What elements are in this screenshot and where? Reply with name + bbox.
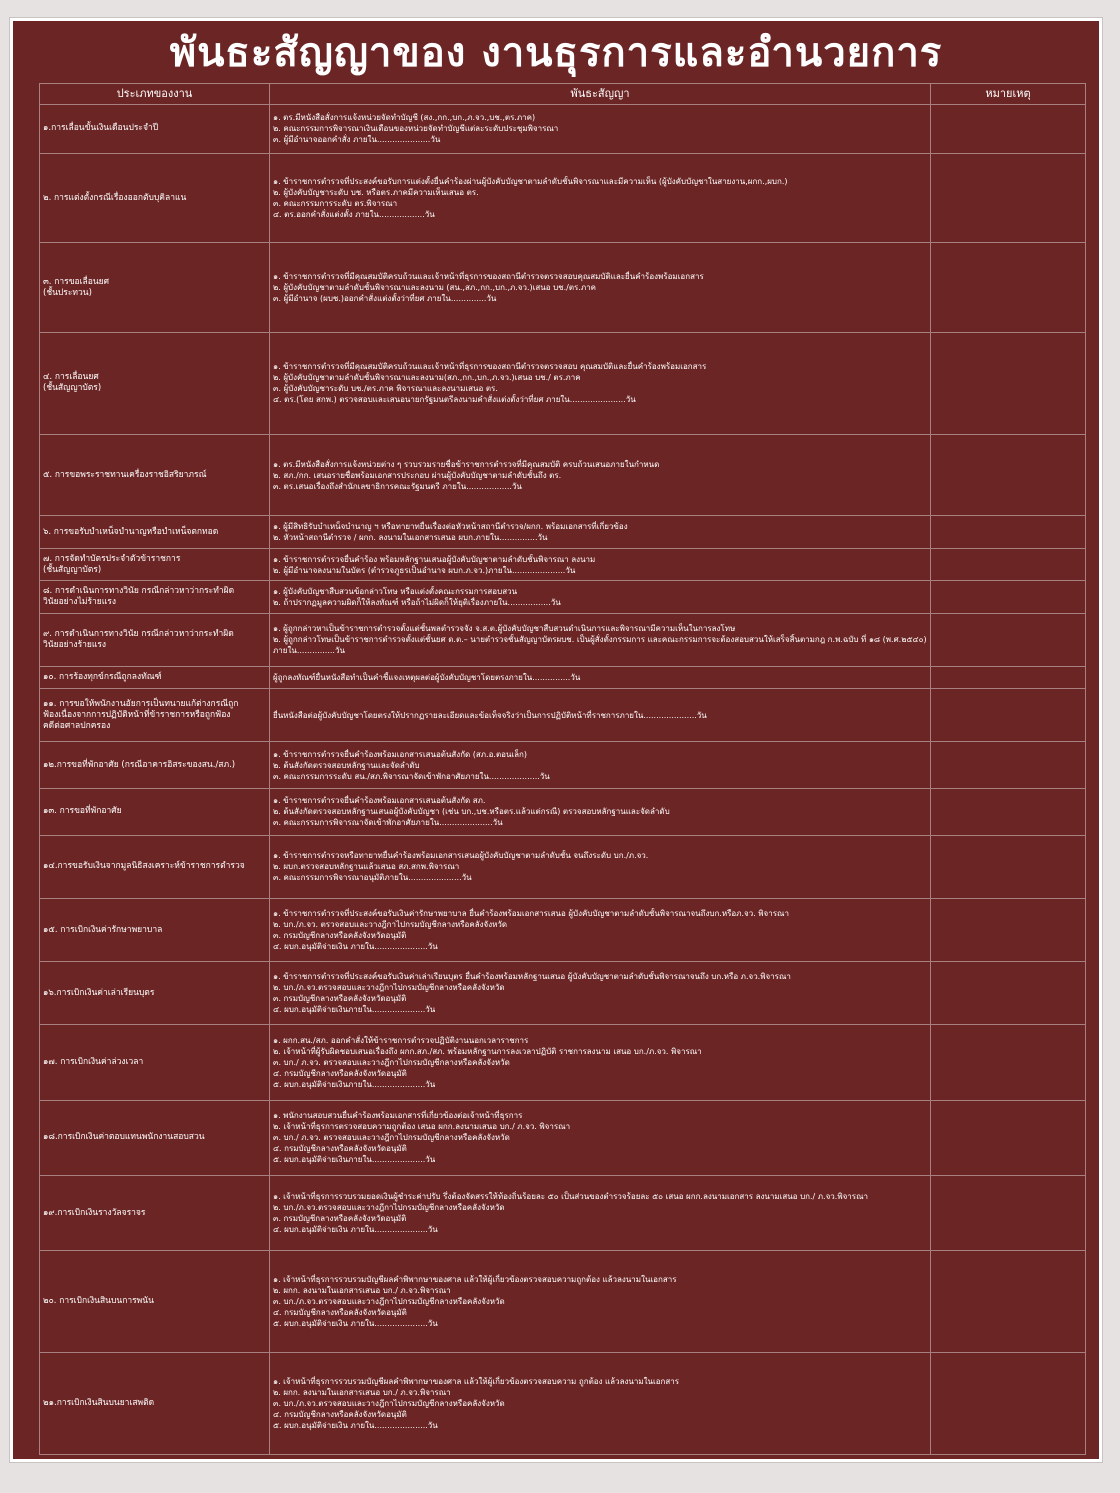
commitment-step: ๑. พนักงานสอบสวนยื่นคำร้องพร้อมเอกสารที่เกี่ยวข้องต่อเจ้าหน้าที่ธุรการ xyxy=(273,1111,523,1121)
commitment-step: ๒. ต้นสังกัดตรวจสอบหลักฐานและจัดลำดับ xyxy=(273,760,420,770)
task-type-text: ๑๙.การเบิกเงินรางวัลจราจร xyxy=(43,1207,146,1218)
commitment-step: ๒. คณะกรรมการพิจารณาเงินเดือนของหน่วยจัดทำบัญชีแต่ละระดับประชุมพิจารณา xyxy=(273,124,559,134)
note-cell xyxy=(931,789,1086,836)
commitment-step: ๒. สภ./กก. เสนอรายชื่อพร้อมเอกสารประกอบ ผ่านผู้บังคับบัญชาตามลำดับชั้นถึง ตร. xyxy=(273,470,562,480)
task-type-text: ๑๘.การเบิกเงินค่าตอบแทนพนักงานสอบสวน xyxy=(43,1132,205,1143)
commitment-cell xyxy=(270,548,931,581)
commitment-step: ผู้ถูกลงทัณฑ์ยื่นหนังสือทำเป็นคำชี้แจงเหตุผลต่อผู้บังคับบัญชาโดยตรงภายใน...............วัน xyxy=(273,673,581,683)
task-type-text: ๗. การจัดทำบัตรประจำตัวข้าราชการ (ชั้นสัญญาบัตร) xyxy=(43,553,181,575)
note-cell xyxy=(931,1025,1086,1100)
commitment-step: ๔. ผบก.อนุมัติจ่ายเงินภายใน.....................วัน xyxy=(273,1005,436,1015)
commitment-cell xyxy=(270,581,931,614)
commitment-step: ๔. ตร.ออกคำสั่งแต่งตั้ง ภายใน..................วัน xyxy=(273,210,435,220)
task-type-text: ๑.การเลื่อนขั้นเงินเดือนประจำปี xyxy=(43,123,159,134)
commitment-cell xyxy=(270,899,931,962)
note-cell xyxy=(931,742,1086,789)
commitment-step: ๕. ผบก.อนุมัติจ่ายเงินภายใน.....................วัน xyxy=(273,1155,436,1165)
commitment-cell xyxy=(270,789,931,836)
commitment-cell xyxy=(270,1175,931,1250)
commitment-step: ยื่นหนังสือต่อผู้บังคับบัญชาโดยตรงให้ปรากฏรายละเอียดและข้อเท็จจริงว่าเป็นการปฏิบัติหน้าที่ราชการภายใน.....................วัน xyxy=(273,710,707,720)
commitment-cell xyxy=(270,962,931,1025)
note-cell xyxy=(931,243,1086,333)
commitment-step: ๕. ผบก.อนุมัติจ่ายเงินภายใน.....................วัน xyxy=(273,1079,436,1089)
note-cell xyxy=(931,899,1086,962)
task-type-cell xyxy=(40,1100,270,1175)
task-type-text: ๖. การขอรับบำเหน็จบำนาญหรือบำเหน็จตกทอด xyxy=(43,526,219,537)
commitment-step: ๑. เจ้าหน้าที่ธุรการรวบรวมบัญชีผลคำพิพากษาของศาล แล้วให้ผู้เกี่ยวข้องตรวจสอบความถูกต้อง แล้วลงนามในเอกสาร xyxy=(273,1275,677,1285)
commitment-cell xyxy=(270,689,931,742)
note-cell xyxy=(931,548,1086,581)
table-row xyxy=(40,333,1086,435)
commitment-step: ๒. บก./ภ.จว.ตรวจสอบและวางฎีกาไปกรมบัญชีกลางหรือคลังจังหวัด xyxy=(273,983,505,993)
task-type-text: ๙. การดำเนินการทางวินัย กรณีกล่าวหาว่ากระทำผิด วินัยอย่างร้ายแรง xyxy=(43,628,234,650)
commitment-cell xyxy=(270,105,931,154)
commitment-step: ๒. เจ้าหน้าที่ผู้รับผิดชอบเสนอเรื่องถึง ผกก.สภ./สภ. พร้อมหลักฐานการลงเวลาปฏิบัติ ราชการลงนาม เสนอ บก./ภ.จว. พิจารณา xyxy=(273,1046,702,1056)
commitment-cell xyxy=(270,742,931,789)
header-task-type: ประเภทของงาน xyxy=(40,84,270,105)
table-body xyxy=(40,105,1086,1455)
poster-frame xyxy=(10,18,1102,1462)
commitment-step: ๑. ข้าราชการตำรวจที่ประสงค์ขอรับเงินค่ารักษาพยาบาล ยื่นคำร้องพร้อมเอกสารเสนอ ผู้บังคับบัญชาตามลำดับชั้นพิจารณาจนถึงบก.หรือภ.จว. พิจารณา xyxy=(273,909,789,919)
commitment-step: ๑. เจ้าหน้าที่ธุรการรวบรวมบัญชีผลคำพิพากษาของศาล แล้วให้ผู้เกี่ยวข้องตรวจสอบความ ถูกต้อง แล้วลงนามในเอกสาร xyxy=(273,1377,680,1386)
task-type-cell xyxy=(40,333,270,435)
task-type-text: ๔. การเลื่อนยศ (ชั้นสัญญาบัตร) xyxy=(43,372,102,394)
commitment-cell xyxy=(270,613,931,666)
commitment-step: ๒. ผบก.ตรวจสอบหลักฐานแล้วเสนอ สภ.สกพ.พิจารณา xyxy=(273,862,460,872)
commitment-step: ๑. ข้าราชการตำรวจยื่นคำร้อง พร้อมหลักฐานเสนอผู้บังคับบัญชาตามลำดับชั้นพิจารณา ลงนาม xyxy=(273,554,596,564)
task-type-cell xyxy=(40,742,270,789)
commitment-step: ๓. คณะกรรมการพิจารณาจัดเข้าพักอาศัยภายใน.....................วัน xyxy=(273,818,503,828)
commitment-step: ๑. ข้าราชการตำรวจที่ประสงค์ขอรับการแต่งตั้งยื่นคำร้องผ่านผู้บังคับบัญชาตามลำดับชั้นพิจารณาและมีความเห็น (ผู้บังคับบัญชาในสายงาน,ผกก.,ผบก.) xyxy=(273,177,788,187)
task-type-text: ๑๖.การเบิกเงินค่าเล่าเรียนบุตร xyxy=(43,987,155,998)
commitment-step: ๓. ตร.เสนอเรื่องถึงสำนักเลขาธิการคณะรัฐมนตรี ภายใน..................วัน xyxy=(273,481,522,491)
commitment-step: ๓. กรมบัญชีกลางหรือคลังจังหวัดอนุมัติ xyxy=(273,931,407,941)
commitment-cell xyxy=(270,516,931,549)
table-row xyxy=(40,1175,1086,1250)
commitment-step: ๒. ถ้าปรากฏมูลความผิดก็ให้ลงทัณฑ์ หรือถ้าไม่ผิดก็ให้ยุติเรื่องภายใน.................วัน xyxy=(273,598,561,608)
note-cell xyxy=(931,333,1086,435)
commitment-step: ๔. ผบก.อนุมัติจ่ายเงิน ภายใน.....................วัน xyxy=(273,1225,438,1235)
commitment-step: ๑. ข้าราชการตำรวจยื่นคำร้องพร้อมเอกสารเสนอต้นสังกัด สภ. xyxy=(273,796,486,806)
commitment-cell xyxy=(270,1025,931,1100)
commitment-step: ๔. กรมบัญชีกลางหรือคลังจังหวัดอนุมัติ xyxy=(273,1068,407,1078)
table-row xyxy=(40,516,1086,549)
commitment-step: ๒. บก./ภ.จว. ตรวจสอบและวางฎีกาไปกรมบัญชีกลางหรือคลังจังหวัด xyxy=(273,920,508,930)
commitment-step: ๓. บก./ภ.จว.ตรวจสอบและวางฎีกาไปกรมบัญชีกลางหรือคลังจังหวัด xyxy=(273,1399,505,1408)
commitment-step: ๒. ผู้บังคับบัญชาตามลำดับชั้นพิจารณาและลงนาม (สน.,สภ.,กก.,บก.,ภ.จว.)เสนอ บช./ตร.ภาค xyxy=(273,283,596,293)
task-type-text: ๑๑. การขอให้พนักงานอัยการเป็นทนายแก้ต่างกรณีถูก ฟ้องเนื่องจากการปฏิบัติหน้าที่ข้าราชการหรือถูกฟ้อง คดีต่อศาลปกครอง xyxy=(43,698,239,731)
commitment-step: ๓. ผู้บังคับบัญชาระดับ บช./ตร.ภาค พิจารณาและลงนามเสนอ ตร. xyxy=(273,384,498,394)
task-type-text: ๑๒.การขอที่พักอาศัย (กรณีอาคารอิสระของสน./สภ.) xyxy=(43,759,236,770)
task-type-text: ๑๕. การเบิกเงินค่ารักษาพยาบาล xyxy=(43,924,163,935)
table-row xyxy=(40,1251,1086,1353)
table-row xyxy=(40,1025,1086,1100)
commitment-step: ๑. ผู้บังคับบัญชาสืบสวนข้อกล่าวโทษ หรือแต่งตั้งคณะกรรมการสอบสวน xyxy=(273,587,518,597)
commitment-cell xyxy=(270,1100,931,1175)
table-row xyxy=(40,962,1086,1025)
task-type-text: ๒๑.การเบิกเงินสินบนยาเสพติด xyxy=(43,1398,155,1408)
task-type-cell xyxy=(40,689,270,742)
table-row xyxy=(40,434,1086,515)
note-cell xyxy=(931,835,1086,898)
table-row xyxy=(40,105,1086,154)
table-row xyxy=(40,689,1086,742)
task-type-text: ๒. การแต่งตั้งกรณีเรื่องออกตับบุคิลาแน xyxy=(43,192,187,203)
commitment-step: ๔. กรมบัญชีกลางหรือคลังจังหวัดอนุมัติ xyxy=(273,1308,407,1318)
commitment-step: ๓. คณะกรรมการระดับ ตร.พิจารณา xyxy=(273,199,398,209)
commitment-cell xyxy=(270,1251,931,1353)
commitment-step: ๓. บก./ภ.จว.ตรวจสอบและวางฎีกาไปกรมบัญชีกลางหรือคลังจังหวัด xyxy=(273,1297,505,1307)
commitment-step: ๒. ผู้บังคับบัญชาตามลำดับชั้นพิจารณาและลงนาม(สภ.,กก.,บก.,ภ.จว.)เสนอ บช./ ตร.ภาค xyxy=(273,373,581,383)
note-cell xyxy=(931,689,1086,742)
commitment-cell xyxy=(270,666,931,688)
task-type-cell xyxy=(40,1175,270,1250)
commitment-step: ๕. ผบก.อนุมัติจ่ายเงิน ภายใน.....................วัน xyxy=(273,1319,438,1329)
commitment-step: ๒. ผู้มีอำนาจลงนามในบัตร (ตำรวจภูธรเป็นอำนาจ ผบก.ภ.จว.)ภายใน.....................วัน xyxy=(273,565,576,575)
commitment-step: ๓. ผู้มีอำนาจ (ผบช.)ออกคำสั่งแต่งตั้งว่าที่ยศ ภายใน..............วัน xyxy=(273,294,497,304)
commitment-step: ๔. กรมบัญชีกลางหรือคลังจังหวัดอนุมัติ xyxy=(273,1410,407,1419)
table-row xyxy=(40,153,1086,243)
task-type-text: ๘. การดำเนินการทางวินัย กรณีกล่าวหาว่ากระทำผิด วินัยอย่างไม่ร้ายแรง xyxy=(43,586,235,608)
commitment-step: ๔. ผบก.อนุมัติจ่ายเงิน ภายใน.....................วัน xyxy=(273,942,438,952)
note-cell xyxy=(931,1100,1086,1175)
commitment-step: ๑. ผกก.สน./สภ. ออกคำสั่งให้ข้าราชการตำรวจปฏิบัติงานนอกเวลาราชการ xyxy=(273,1035,529,1045)
note-cell xyxy=(931,434,1086,515)
note-cell xyxy=(931,962,1086,1025)
task-type-text: ๒๐. การเบิกเงินสินบนการพนัน xyxy=(43,1296,154,1307)
table-row xyxy=(40,1100,1086,1175)
task-type-cell xyxy=(40,434,270,515)
table-row xyxy=(40,666,1086,688)
table-row xyxy=(40,742,1086,789)
commitment-step: ๓. กรมบัญชีกลางหรือคลังจังหวัดอนุมัติ xyxy=(273,1214,407,1224)
table-row xyxy=(40,1353,1086,1455)
table-row xyxy=(40,243,1086,333)
note-cell xyxy=(931,581,1086,614)
commitment-step: ๒. ผู้บังคับบัญชาระดับ บช. หรือตร.ภาคมีความเห็นเสนอ ตร. xyxy=(273,188,479,198)
commitment-step: ๔. ตร.(โดย สกพ.) ตรวจสอบและเสนอนายกรัฐมนตรีลงนามคำสั่งแต่งตั้งว่าที่ยศ ภายใน......................วัน xyxy=(273,395,636,405)
task-type-text: ๓. การขอเลื่อนยศ (ชั้นประทวน) xyxy=(43,276,110,298)
commitment-cell xyxy=(270,835,931,898)
commitment-step: ๓. กรมบัญชีกลางหรือคลังจังหวัดอนุมัติ xyxy=(273,994,407,1004)
commitment-step: ๑. ข้าราชการตำรวจยื่นคำร้องพร้อมเอกสารเสนอต้นสังกัด (สภ.อ.ตอนเล็ก) xyxy=(273,749,528,759)
commitment-cell xyxy=(270,1353,931,1455)
table-row xyxy=(40,581,1086,614)
task-type-text: ๑๐. การร้องทุกข์กรณีถูกลงทัณฑ์ xyxy=(43,672,162,683)
task-type-cell xyxy=(40,1251,270,1353)
table-row xyxy=(40,789,1086,836)
header-note: หมายเหตุ xyxy=(931,84,1086,105)
table-row xyxy=(40,548,1086,581)
commitment-step: ๓. บก./ ภ.จว. ตรวจสอบและวางฎีกาไปกรมบัญชีกลางหรือคลังจังหวัด xyxy=(273,1057,510,1067)
commitment-step: ๒. ผกก. ลงนามในเอกสารเสนอ บก./ ภ.จว.พิจารณา xyxy=(273,1388,451,1397)
note-cell xyxy=(931,153,1086,243)
commitment-step: ๑. ข้าราชการตำรวจหรือทายาทยื่นคำร้องพร้อมเอกสารเสนอผู้บังคับบัญชาตามลำดับชั้น จนถึงระดับ บก./ภ.จว. xyxy=(273,851,649,861)
commitment-cell xyxy=(270,153,931,243)
commitment-table xyxy=(39,83,1086,1455)
commitment-step: ๑. ตร.มีหนังสือสั่งการแจ้งหน่วยต่าง ๆ รวบรวมรายชื่อข้าราชการตำรวจที่มีคุณสมบัติ ครบถ้วนเสนอภายในกำหนด xyxy=(273,459,660,469)
commitment-step: ๓. คณะกรรมการระดับ สน./สภ.พิจารณาจัดเข้าพักอาศัยภายใน....................วัน xyxy=(273,771,550,781)
task-type-cell xyxy=(40,581,270,614)
commitment-step: ๑. ผู้ถูกกล่าวหาเป็นข้าราชการตำรวจตั้งแต่ชั้นพลตำรวจจัง จ.ส.ต.ผู้บังคับบัญชาสืบสวนดำเนินการและพิจารณามีความเห็นในการลงโทษ xyxy=(273,624,736,634)
task-type-cell xyxy=(40,548,270,581)
commitment-cell xyxy=(270,434,931,515)
task-type-cell xyxy=(40,153,270,243)
commitment-step: ๑. เจ้าหน้าที่ธุรการรวบรวมยอดเงินผู้ชำระค่าปรับ รึ่งต้องจัดสรรให้ท้องถิ่นร้อยละ ๕๐ เป็นส่วนของตำรวจร้อยละ ๕๐ เสนอ ผกก.ลงนามเอกสาร ลงนามเสนอ บก./ ภ.จว.พิจารณา xyxy=(273,1192,868,1202)
table-row xyxy=(40,899,1086,962)
table-row xyxy=(40,835,1086,898)
header-commitment: พันธะสัญญา xyxy=(270,84,931,105)
task-type-text: ๑๔.การขอรับเงินจากมูลนิธิสงเคราะห์ข้าราชการตำรวจ xyxy=(43,861,245,872)
commitment-step: ๕. ผบก.อนุมัติจ่ายเงิน ภายใน.....................วัน xyxy=(273,1421,438,1430)
task-type-text: ๕. การขอพระราชทานเครื่องราชอิสริยาภรณ์ xyxy=(43,469,207,480)
commitment-step: ๒. บก./ภ.จว.ตรวจสอบและวางฎีกาไปกรมบัญชีกลางหรือคลังจังหวัด xyxy=(273,1203,505,1213)
commitment-step: ๓. บก./ ภ.จว. ตรวจสอบและวางฎีกาไปกรมบัญชีกลางหรือคลังจังหวัด xyxy=(273,1133,510,1143)
task-type-text: ๑๓. การขอที่พักอาศัย xyxy=(43,806,122,817)
task-type-cell xyxy=(40,666,270,688)
task-type-cell xyxy=(40,789,270,836)
task-type-cell xyxy=(40,1353,270,1455)
note-cell xyxy=(931,1175,1086,1250)
commitment-step: ๒. ต้นสังกัดตรวจสอบหลักฐานเสนอผู้บังคับบัญชา (เช่น บก.,บช.หรือตร.แล้วแต่กรณี) ตรวจสอบหลักฐานและจัดลำดับ xyxy=(273,807,670,817)
commitment-step: ๑. ข้าราชการตำรวจที่ประสงค์ขอรับเงินค่าเล่าเรียนบุตร ยื่นคำร้องพร้อมหลักฐานเสนอ ผู้บังคับบัญชาตามลำดับชั้นพิจารณาจนถึง บก.หรือ ภ.จว.พิจารณา xyxy=(273,972,791,982)
commitment-step: ๒. ผกก. ลงนามในเอกสารเสนอ บก./ ภ.จว.พิจารณา xyxy=(273,1286,451,1296)
poster-title: พันธะสัญญาของ งานธุรการและอำนวยการ xyxy=(169,30,943,76)
commitment-step: ๒. หัวหน้าสถานีตำรวจ / ผกก. ลงนามในเอกสารเสนอ ผบก.ภายใน...............วัน xyxy=(273,533,548,543)
task-type-cell xyxy=(40,835,270,898)
commitment-step: ๑. ข้าราชการตำรวจที่มีคุณสมบัติครบถ้วนและเจ้าหน้าที่ธุรการของสถานีตำรวจตรวจสอบ คุณสมบัติและยื่นคำร้องพร้อมเอกสาร xyxy=(273,362,707,372)
task-type-text: ๑๗. การเบิกเงินค่าล่วงเวลา xyxy=(43,1056,144,1067)
note-cell xyxy=(931,105,1086,154)
commitment-step: ๒. เจ้าหน้าที่ธุรการตรวจสอบความถูกต้อง เสนอ ผกก.ลงนามเสนอ บก./ ภ.จว. พิจารณา xyxy=(273,1122,571,1132)
task-type-cell xyxy=(40,516,270,549)
commitment-step: ๑. ข้าราชการตำรวจที่มีคุณสมบัติครบถ้วนและเจ้าหน้าที่ธุรการของสถานีตำรวจตรวจสอบคุณสมบัติและยื่นคำร้องพร้อมเอกสาร xyxy=(273,272,704,282)
note-cell xyxy=(931,516,1086,549)
task-type-cell xyxy=(40,613,270,666)
commitment-step: ๓. ผู้มีอำนาจออกคำสั่ง ภายใน.....................วัน xyxy=(273,135,441,145)
task-type-cell xyxy=(40,243,270,333)
note-cell xyxy=(931,613,1086,666)
table-row xyxy=(40,613,1086,666)
commitment-cell xyxy=(270,333,931,435)
note-cell xyxy=(931,666,1086,688)
commitment-step: ๒. ผู้ถูกกล่าวโทษเป็นข้าราชการตำรวจตั้งแต่ชั้นยศ ด.ต.– นายตำรวจชั้นสัญญาบัตรผบช. เป็นผู้สั่งตั้งกรรมการ และคณะกรรมการจะต้องสอบสวนให้เสร็จสิ้นตามกฎ ก.พ.ฉบับ ที่ ๑๘ (พ.ศ.๒๕๔๐) ภายใน...............วัน xyxy=(273,635,927,656)
task-type-cell xyxy=(40,962,270,1025)
commitment-step: ๑. ตร.มีหนังสือสั่งการแจ้งหน่วยจัดทำบัญชี (สง.,กก.,บก.,ภ.จว.,บช.,ตร.ภาค) xyxy=(273,113,536,123)
commitment-step: ๔. กรมบัญชีกลางหรือคลังจังหวัดอนุมัติ xyxy=(273,1144,407,1154)
note-cell xyxy=(931,1353,1086,1455)
commitment-step: ๑. ผู้มีสิทธิรับบำเหน็จบำนาญ ฯ หรือทายาทยื่นเรื่องต่อหัวหน้าสถานีตำรวจ/ผกก. พร้อมเอกสารที่เกี่ยวข้อง xyxy=(273,522,628,532)
task-type-cell xyxy=(40,105,270,154)
note-cell xyxy=(931,1251,1086,1353)
commitment-cell xyxy=(270,243,931,333)
table-header-row xyxy=(40,84,1086,105)
commitment-step: ๓. คณะกรรมการพิจารณาอนุมัติภายใน.....................วัน xyxy=(273,873,472,883)
task-type-cell xyxy=(40,1025,270,1100)
task-type-cell xyxy=(40,899,270,962)
